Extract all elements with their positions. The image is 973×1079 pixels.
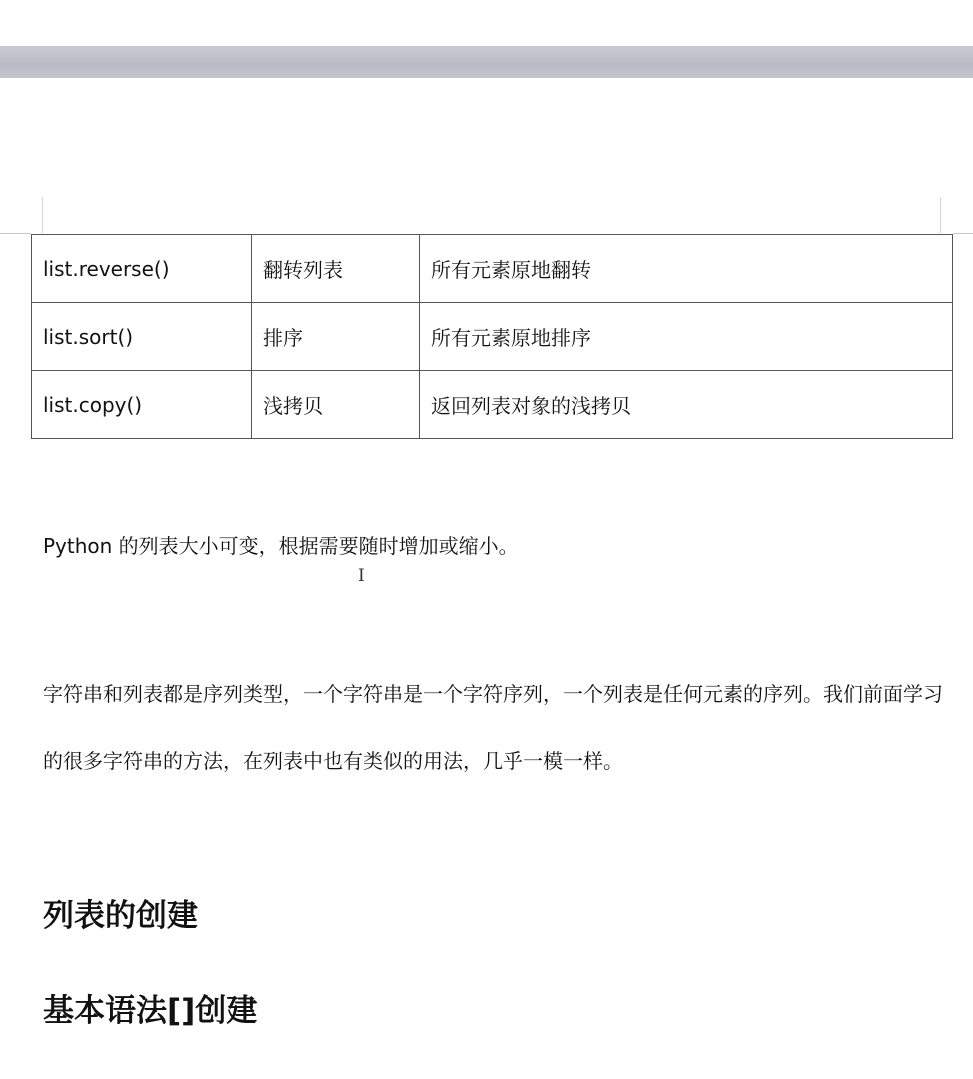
paragraph-sequence-types: 字符串和列表都是序列类型，一个字符串是一个字符序列，一个列表是任何元素的序列。我们前面学习的很多字符串的方法，在列表中也有类似的用法，几乎一模一样。 xyxy=(43,682,943,773)
method-cell: list.reverse() xyxy=(32,235,252,303)
function-name-cell: 翻转列表 xyxy=(252,235,420,303)
text-cursor-icon: I xyxy=(358,566,365,586)
table-row xyxy=(32,371,953,439)
description-cell: 返回列表对象的浅拷贝 xyxy=(420,371,953,439)
page-margin-tick-right xyxy=(940,197,941,233)
description-cell: 所有元素原地排序 xyxy=(420,303,953,371)
list-methods-table xyxy=(31,234,953,439)
paragraph-resizable: Python 的列表大小可变，根据需要随时增加或缩小。 xyxy=(43,534,519,558)
page-margin-tick-left xyxy=(42,197,43,233)
method-cell: list.sort() xyxy=(32,303,252,371)
description-cell: 所有元素原地翻转 xyxy=(420,235,953,303)
function-name-cell: 浅拷贝 xyxy=(252,371,420,439)
page-margin-line-left xyxy=(0,233,31,234)
window-top-band xyxy=(0,46,973,78)
function-name-cell: 排序 xyxy=(252,303,420,371)
table-row xyxy=(32,235,953,303)
page-margin-line-right xyxy=(953,233,973,234)
method-cell: list.copy() xyxy=(32,371,252,439)
heading-basic-syntax: 基本语法[]创建 xyxy=(43,993,258,1029)
heading-list-creation: 列表的创建 xyxy=(43,898,198,934)
table-row xyxy=(32,303,953,371)
